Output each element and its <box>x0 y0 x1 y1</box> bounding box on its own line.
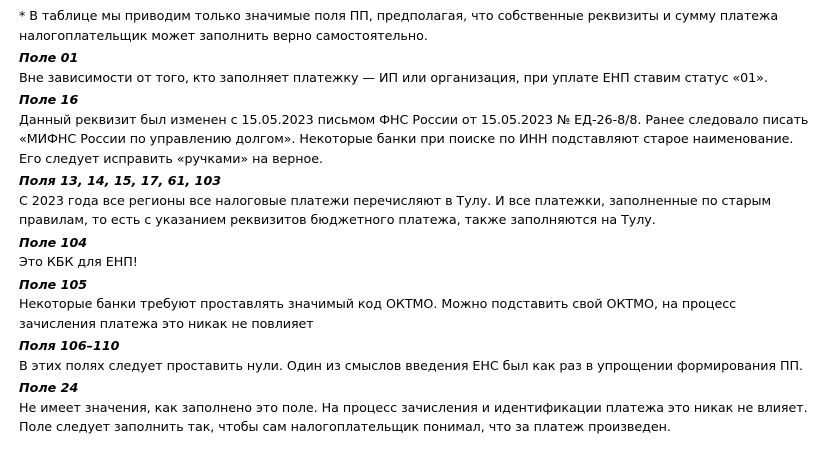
section-heading: Поля 106–110 <box>19 338 120 353</box>
section-body: С 2023 года все регионы все налоговые платежи перечисляют в Тулу. И все платежки, заполненные по старым правилам, то есть с указанием реквизитов бюджетного платежа, также заполняются на Тулу. <box>19 192 772 227</box>
section-body: Не имеет значения, как заполнено это поле. На процесс зачисления и идентификации платежа это никак не влияет. Поле следует заполнить так, чтобы сам налогоплательщик понимал, что за платеж произведен. <box>19 399 808 434</box>
section-heading: Поле 01 <box>19 50 79 65</box>
section-field-16 <box>19 90 811 168</box>
intro-note: * В таблице мы приводим только значимые поля ПП, предполагая, что собственные реквизиты и сумму платежа налогоплательщик может заполнить верно самостоятельно. <box>19 8 779 43</box>
section-heading: Поле 16 <box>19 92 79 107</box>
section-body: Вне зависимости от того, кто заполняет платежку — ИП или организация, при уплате ЕНП ставим статус «01». <box>19 69 768 85</box>
section-field-24 <box>19 378 811 437</box>
section-body: Это КБК для ЕНП! <box>19 254 138 269</box>
section-field-105 <box>19 275 811 334</box>
section-fields-13-103 <box>19 171 811 230</box>
section-heading: Поле 105 <box>19 276 88 292</box>
section-body: Некоторые банки требуют проставлять значимый код ОКТМО. Можно подставить свой ОКТМО, на процесс зачисления платежа это никак не повлияет <box>19 296 737 331</box>
section-field-01 <box>19 48 811 87</box>
section-field-104 <box>19 233 811 272</box>
section-heading: Поле 24 <box>19 380 79 395</box>
section-fields-106-110 <box>19 336 811 375</box>
section-heading: Поля 13, 14, 15, 17, 61, 103 <box>19 173 222 188</box>
section-body: В этих полях следует проставить нули. Один из смыслов введения ЕНС был как раз в упрощении формирования ПП. <box>19 357 803 373</box>
section-body: Данный реквизит был изменен с 15.05.2023 письмом ФНС России от 15.05.2023 № ЕД-26-8/8. Ранее следовало писать «МИФНС России по управлению долгом». Некоторые банки при поиске по ИНН подставляют старое наименование. Его следует исправить «ручками» на верное. <box>19 111 809 166</box>
section-heading: Поле 104 <box>19 234 88 250</box>
